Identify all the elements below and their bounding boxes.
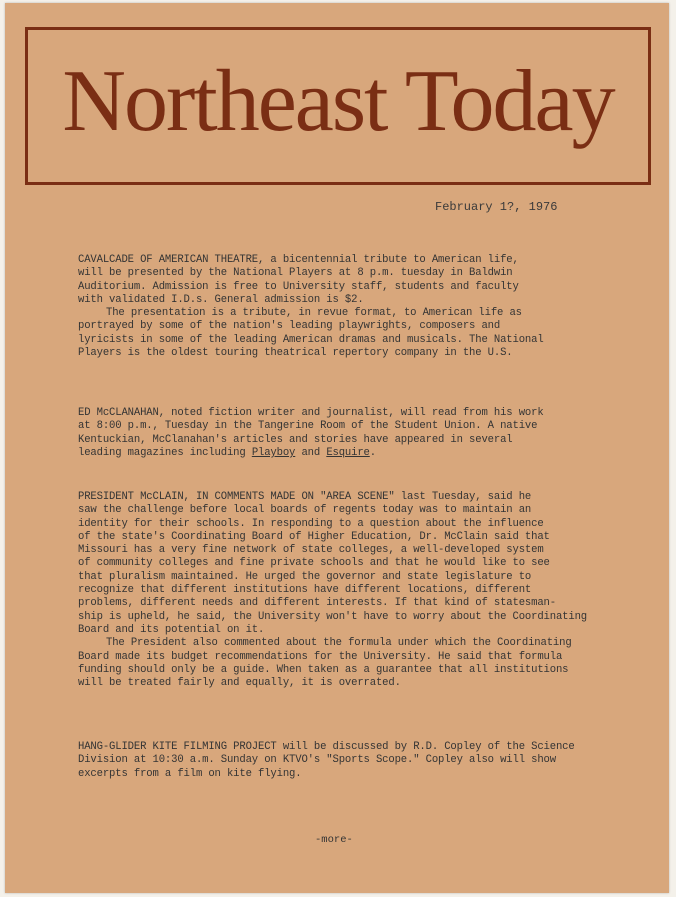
masthead-box bbox=[25, 27, 651, 185]
story-line: Players is the oldest touring theatrical repertory company in the U.S. bbox=[78, 347, 513, 360]
story-line: Division at 10:30 a.m. Sunday on KTVO's "Sports Scope." Copley also will show bbox=[78, 754, 556, 767]
story-line-joiner: and bbox=[295, 446, 327, 459]
story-line bbox=[78, 447, 618, 460]
story-line: of the state's Coordinating Board of Higher Education, Dr. McClain said that bbox=[78, 530, 550, 543]
story-line: lyricists in some of the leading American dramas and musicals. The National bbox=[78, 333, 544, 346]
story-line: of community colleges and fine private schools and that he would like to see bbox=[78, 557, 550, 570]
story-hang-glider-kite-filming bbox=[78, 741, 618, 781]
newsletter-page bbox=[5, 3, 669, 893]
story-line: Auditorium. Admission is free to University staff, students and faculty bbox=[78, 280, 519, 293]
story-line: will be treated fairly and equally, it is overrated. bbox=[78, 677, 401, 690]
story-line: excerpts from a film on kite flying. bbox=[78, 767, 302, 780]
story-line: The presentation is a tribute, in revue format, to American life as bbox=[106, 307, 522, 320]
story-line: Kentuckian, McClanahan's articles and stories have appeared in several bbox=[78, 433, 513, 446]
story-line: Board made its budget recommendations for the University. He said that formula bbox=[78, 650, 563, 663]
story-line: recognize that different institutions have different locations, different bbox=[78, 584, 532, 597]
story-president-mcclain bbox=[78, 491, 618, 690]
masthead-title: Northeast Today bbox=[62, 53, 614, 150]
story-line: CAVALCADE OF AMERICAN THEATRE, a bicentennial tribute to American life, bbox=[78, 254, 519, 266]
dateline: February 1?, 1976 bbox=[435, 200, 558, 214]
story-line: funding should only be a guide. When taken as a guarantee that all institutions bbox=[78, 663, 569, 676]
story-line: Missouri has a very fine network of state colleges, a well-developed system bbox=[78, 544, 544, 557]
story-line: identity for their schools. In responding to a question about the influence bbox=[78, 517, 544, 530]
story-line: saw the challenge before local boards of regents today was to maintain an bbox=[78, 504, 532, 517]
story-line-prefix: leading magazines including bbox=[78, 446, 252, 459]
story-line: PRESIDENT McCLAIN, IN COMMENTS MADE ON "AREA SCENE" last Tuesday, said he bbox=[78, 491, 532, 503]
story-line: The President also commented about the formula under which the Coordinating bbox=[106, 637, 572, 650]
story-line: portrayed by some of the nation's leading playwrights, composers and bbox=[78, 320, 501, 333]
story-line: problems, different needs and different interests. If that kind of statesman- bbox=[78, 597, 556, 610]
story-cavalcade-of-american-theatre bbox=[78, 254, 618, 360]
story-line: HANG-GLIDER KITE FILMING PROJECT will be discussed by R.D. Copley of the Science bbox=[78, 741, 575, 753]
story-line: Board and its potential on it. bbox=[78, 623, 265, 636]
story-line: will be presented by the National Players at 8 p.m. tuesday in Baldwin bbox=[78, 267, 513, 280]
story-line: at 8:00 p.m., Tuesday in the Tangerine Room of the Student Union. A native bbox=[78, 420, 538, 433]
story-line: ED McCLANAHAN, noted fiction writer and journalist, will read from his work bbox=[78, 407, 544, 419]
story-ed-mcclanahan bbox=[78, 407, 618, 460]
magazine-title-esquire: Esquire bbox=[326, 446, 370, 459]
story-line-suffix: . bbox=[369, 446, 376, 459]
story-line: that pluralism maintained. He urged the governor and state legislature to bbox=[78, 570, 532, 583]
magazine-title-playboy: Playboy bbox=[251, 446, 296, 459]
story-line: with validated I.D.s. General admission is $2. bbox=[78, 293, 364, 306]
story-line: ship is upheld, he said, the University won't have to worry about the Coordinating bbox=[78, 610, 587, 623]
more-marker: -more- bbox=[315, 834, 353, 846]
